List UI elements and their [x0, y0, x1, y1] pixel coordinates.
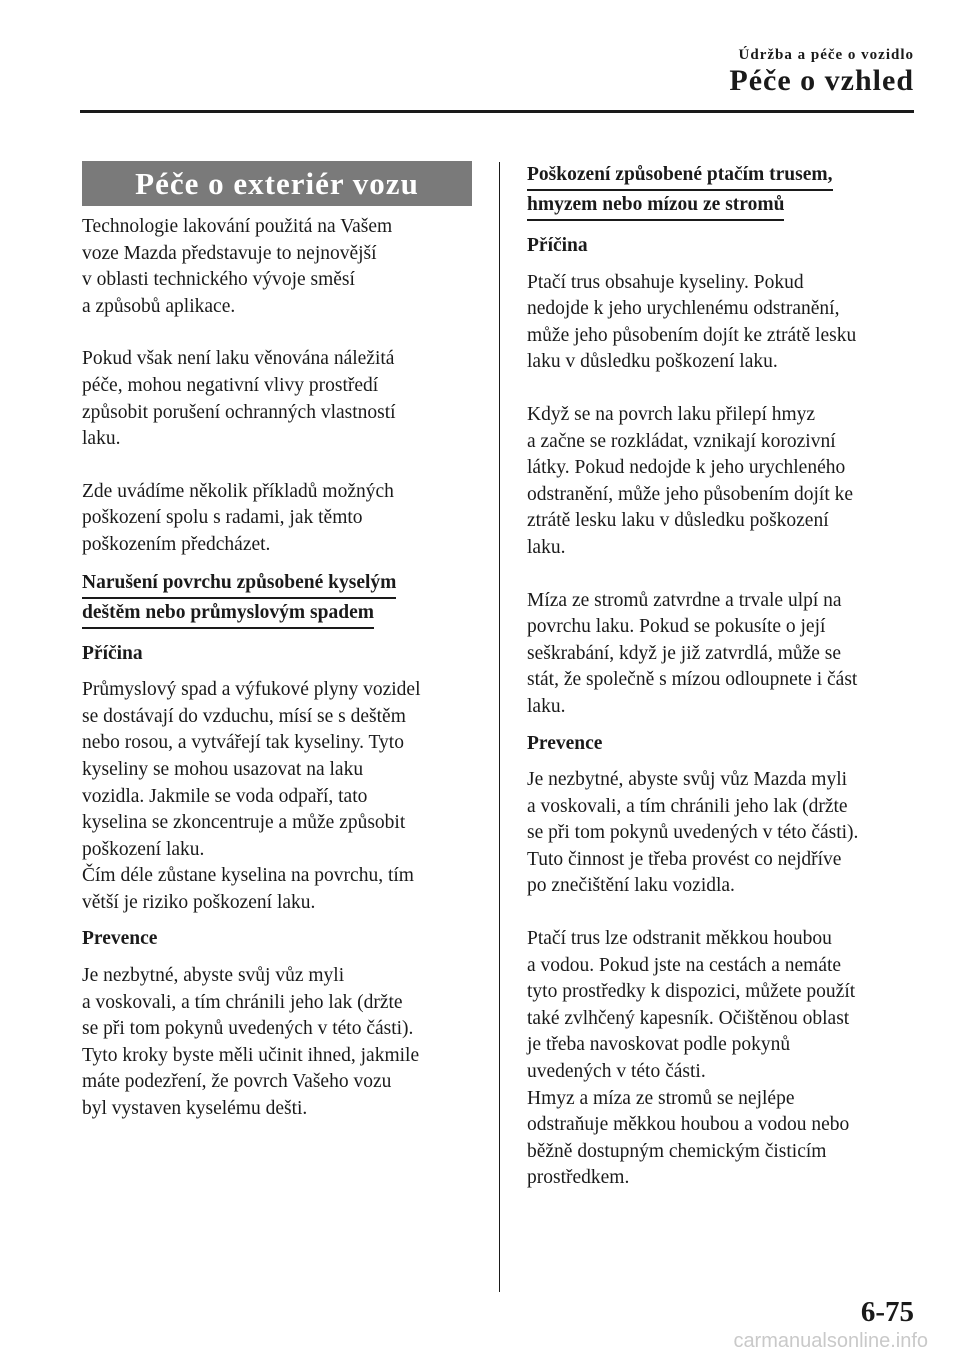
cause-text: Průmyslový spad a výfukové plyny vozidel se dostávají do vzduchu, mísí se s deštěm nebo rosou, a vytvářejí tak kyseliny. Tyto kyseliny se mohou usazovat na laku vozidla. Jakmile se voda odpaří, tato kyselina se zkoncentruje a může způsobit poškození laku. Čím déle zůstane kyselina na povrchu, tím větší je riziko poškození laku. — [82, 679, 421, 913]
subheading-line: Narušení povrchu způsobené kyselým — [82, 569, 396, 599]
subheading-line: deštěm nebo průmyslovým spadem — [82, 599, 374, 629]
column-divider — [499, 162, 500, 1292]
page-number: 6-75 — [860, 1296, 914, 1328]
intro-paragraph: Pokud však není laku věnována náležitá péče, mohou negativní vlivy prostředí způsobit porušení ochranných vlastností laku. — [82, 348, 396, 450]
left-column — [82, 161, 472, 1149]
subheading-line: Poškození způsobené ptačím trusem, — [527, 161, 833, 191]
cause-label: Příčina — [82, 642, 143, 664]
cause-label: Příčina — [527, 235, 588, 256]
chapter-title: Údržba a péče o vozidlo — [738, 47, 914, 63]
cause-paragraph: Když se na povrch laku přilepí hmyz a začne se rozkládat, vznikají korozivní látky. Pokud nedojde k jeho urychleného odstranění, může jeho působením dojít ke ztrátě lesku laku v důsledku poškození laku. — [527, 403, 854, 558]
cause-paragraph: Míza ze stromů zatvrdne a trvale ulpí na povrchu laku. Pokud se pokusíte o její seškrabání, když je již zatvrdlá, může se stát, že společně s mízou odloupnete i část laku. — [527, 589, 858, 717]
prevention-text: Je nezbytné, abyste svůj vůz myli a voskovali, a tím chránili jeho lak (držte se při tom pokynů uvedených v této části). Tyto kroky byste měli učinit ihned, jakmile máte podezření, že povrch Vašeho vozu byl vystaven kyselému dešti. — [82, 965, 420, 1120]
watermark: carmanualsonline.info — [733, 1330, 928, 1352]
bird-droppings-subheading — [527, 161, 922, 221]
subheading-line: hmyzem nebo mízou ze stromů — [527, 191, 784, 221]
section-banner: Péče o exteriér vozu — [82, 161, 472, 206]
right-column — [527, 161, 922, 1218]
prevention-label: Prevence — [527, 732, 603, 754]
header-rule — [80, 110, 914, 113]
intro-paragraph: Technologie lakování použitá na Vašem voze Mazda představuje to nejnovější v oblasti technického vývoje směsí a způsobů aplikace. — [82, 216, 393, 317]
intro-paragraph: Zde uvádíme několik příkladů možných poškození spolu s radami, jak těmto poškozením předcházet. — [82, 480, 394, 555]
section-title: Péče o vzhled — [729, 64, 914, 97]
prevention-label: Prevence — [82, 928, 158, 950]
cause-paragraph: Ptačí trus obsahuje kyseliny. Pokud nedojde k jeho urychlenému odstranění, může jeho působením dojít ke ztrátě lesku laku v důsledku poškození laku. — [527, 271, 857, 373]
prevention-paragraph: Ptačí trus lze odstranit měkkou houbou a vodou. Pokud jste na cestách a nemáte tyto prostředky k dispozici, můžete použít také zvlhčený kapesník. Očištěnou oblast je třeba navoskovat podle pokynů uvedených v této části. Hmyz a míza ze stromů se nejlépe odstraňuje měkkou houbou a vodou nebo běžně dostupným chemickým čisticím prostředkem. — [527, 928, 856, 1189]
acid-rain-subheading — [82, 569, 472, 629]
prevention-paragraph: Je nezbytné, abyste svůj vůz Mazda myli a voskovali, a tím chránili jeho lak (držte se při tom pokynů uvedených v této části). Tuto činnost je třeba provést co nejdříve po znečištění laku vozidla. — [527, 769, 859, 897]
